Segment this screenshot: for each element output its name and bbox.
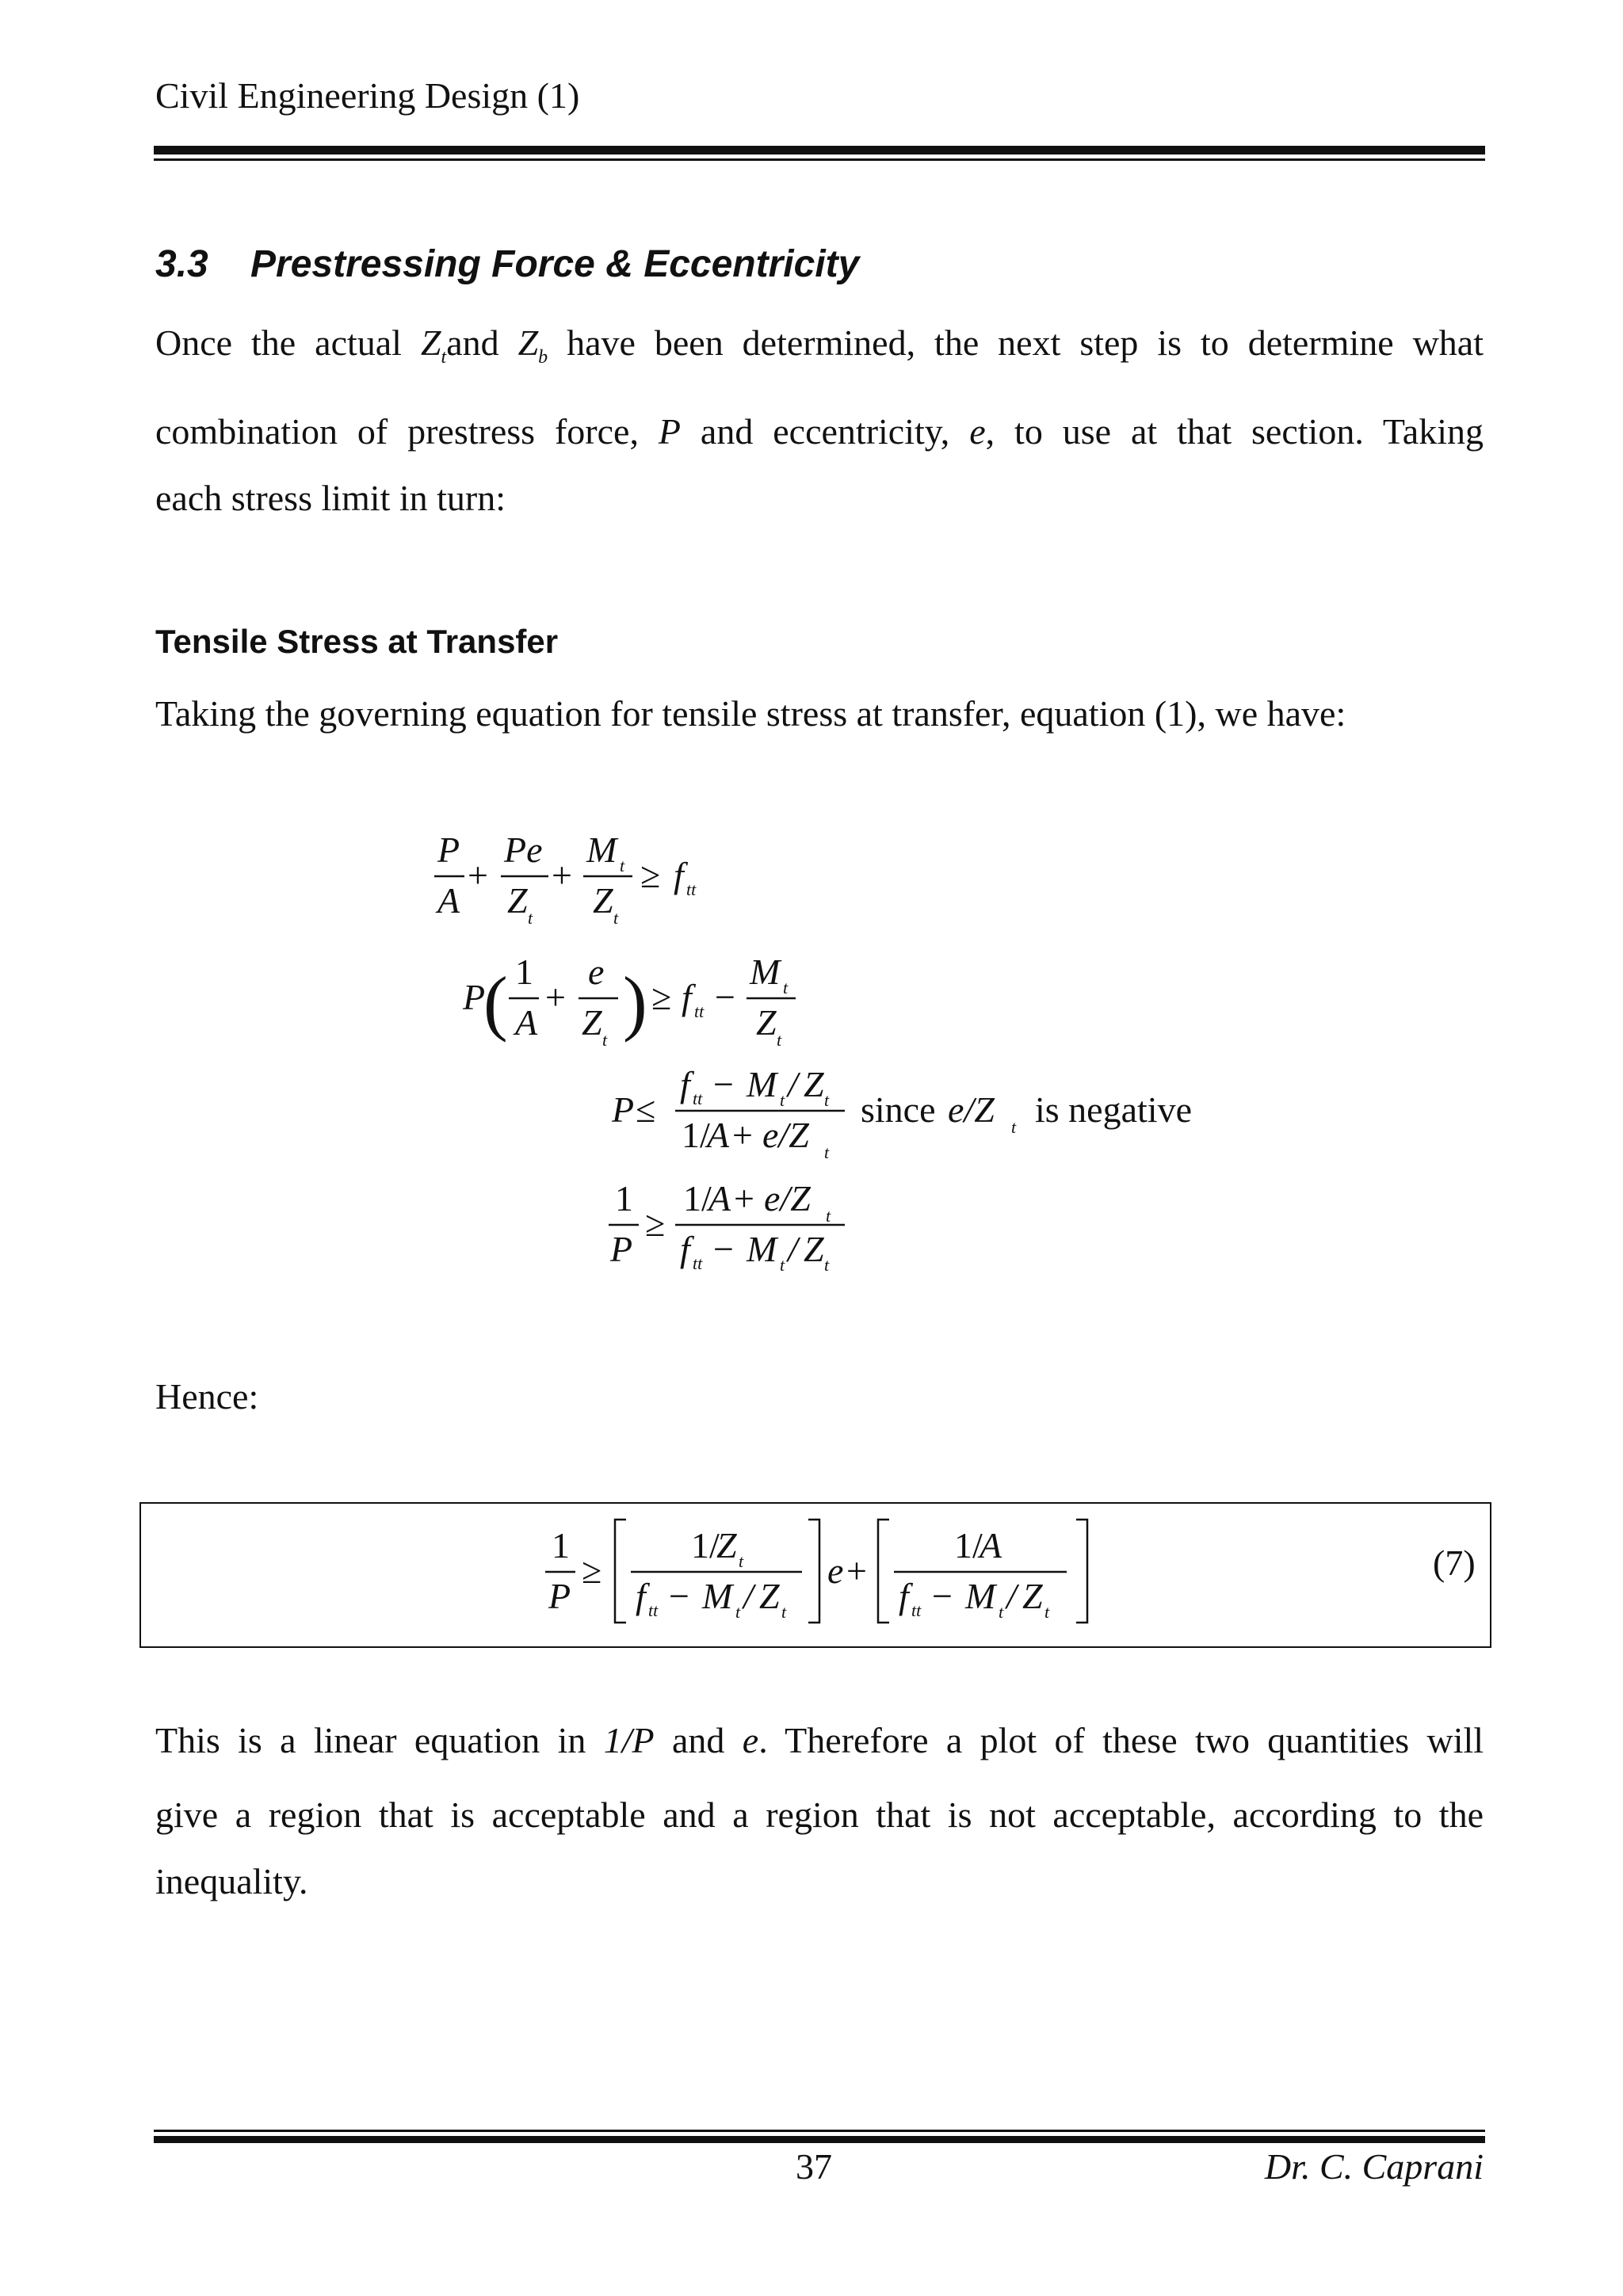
svg-text:Z: Z <box>507 880 528 921</box>
svg-text:t: t <box>528 908 533 928</box>
conclusion-line-3: inequality. <box>155 1861 308 1901</box>
svg-text:1/: 1/ <box>683 1178 712 1219</box>
svg-text:A: A <box>437 880 460 921</box>
svg-text:−: − <box>715 977 735 1017</box>
svg-text:Z: Z <box>804 1064 824 1104</box>
svg-text:tt: tt <box>911 1600 922 1620</box>
header-title: Civil Engineering Design (1) <box>155 75 580 116</box>
svg-text:t: t <box>735 1602 741 1622</box>
svg-text:Z: Z <box>1022 1576 1043 1616</box>
svg-text:t: t <box>1044 1602 1050 1622</box>
svg-text:): ) <box>623 962 647 1043</box>
svg-text:t: t <box>999 1602 1004 1622</box>
footer-rule-thick <box>154 2136 1485 2143</box>
svg-text:1/: 1/ <box>691 1525 720 1566</box>
svg-text:Z: Z <box>582 1002 602 1043</box>
derivation-equations <box>0 824 1623 1291</box>
svg-text:+: + <box>846 1550 867 1591</box>
derivation-step-1 <box>434 830 697 928</box>
svg-text:M: M <box>586 830 617 870</box>
svg-text:−: − <box>713 1229 734 1269</box>
svg-text:t: t <box>781 1602 787 1622</box>
derivation-step-2 <box>462 952 796 1050</box>
svg-text:t: t <box>780 1255 785 1275</box>
svg-text:1: 1 <box>552 1525 570 1566</box>
svg-text:t: t <box>824 1142 830 1162</box>
svg-text:≥: ≥ <box>640 855 661 895</box>
footer-author: Dr. C. Caprani <box>1264 2146 1484 2187</box>
equation-number: (7) <box>1433 1543 1476 1583</box>
svg-text:≥: ≥ <box>645 1203 666 1244</box>
header-rule-thin <box>154 158 1485 161</box>
intro-line-1: Once the actual $Z_tand$ $Z_b$ have been determined, the next step is to determine what <box>155 322 1484 368</box>
svg-text:tt: tt <box>693 1089 703 1108</box>
conclusion-line-1: This is a linear equation in 1/P and e. Therefore a plot of these two quantities will <box>155 1720 1484 1760</box>
svg-text:t: t <box>739 1551 744 1571</box>
svg-text:P: P <box>437 830 460 870</box>
svg-text:−: − <box>713 1064 734 1104</box>
svg-text:+: + <box>545 977 566 1017</box>
intro-paragraph <box>155 306 1484 536</box>
section-title: Prestressing Force & Eccentricity <box>250 243 860 285</box>
svg-text:P: P <box>612 1089 635 1130</box>
svg-text:tt: tt <box>694 1001 705 1021</box>
svg-text:e: e <box>827 1550 844 1591</box>
svg-text:Z: Z <box>716 1525 737 1566</box>
section-heading <box>155 242 859 286</box>
svg-text:M: M <box>702 1576 733 1616</box>
svg-text:t: t <box>613 908 619 928</box>
subsection-heading: Tensile Stress at Transfer <box>155 623 559 660</box>
svg-text:1/: 1/ <box>682 1115 710 1155</box>
svg-text:tt: tt <box>686 879 697 899</box>
svg-text:t: t <box>780 1090 785 1110</box>
svg-text:1/: 1/ <box>954 1525 983 1566</box>
svg-text:≥: ≥ <box>582 1550 602 1591</box>
svg-text:M: M <box>965 1576 996 1616</box>
svg-text:f: f <box>899 1576 909 1616</box>
svg-text:+: + <box>732 1115 753 1155</box>
svg-text:A: A <box>980 1525 1002 1566</box>
hence-text: Hence: <box>155 1376 259 1417</box>
svg-text:Pe: Pe <box>504 830 543 870</box>
svg-text:e/Z: e/Z <box>762 1115 809 1155</box>
svg-text:f: f <box>680 1229 690 1269</box>
svg-text:is negative: is negative <box>1035 1089 1192 1130</box>
conclusion-line-2: give a region that is acceptable and a region that is not acceptable, according to the <box>155 1794 1484 1835</box>
svg-text:1: 1 <box>515 952 533 992</box>
svg-text:/: / <box>1006 1576 1017 1616</box>
svg-text:−: − <box>669 1576 689 1616</box>
svg-text:/: / <box>788 1229 798 1269</box>
svg-text:e: e <box>588 952 605 992</box>
svg-text:+: + <box>468 855 488 895</box>
svg-text:≥: ≥ <box>651 977 672 1017</box>
svg-text:M: M <box>747 1064 777 1104</box>
svg-text:t: t <box>824 1255 830 1275</box>
page-number: 37 <box>796 2146 832 2187</box>
svg-text:f: f <box>636 1576 646 1616</box>
derivation-step-3 <box>611 1064 1192 1162</box>
svg-text:−: − <box>932 1576 953 1616</box>
svg-text:A: A <box>708 1178 731 1219</box>
svg-text:P: P <box>610 1229 633 1269</box>
svg-text:Z: Z <box>756 1002 777 1043</box>
svg-text:t: t <box>777 1030 782 1050</box>
svg-text:/: / <box>788 1064 798 1104</box>
svg-text:Z: Z <box>593 880 613 921</box>
svg-text:M: M <box>750 952 781 992</box>
svg-text:A: A <box>515 1002 538 1043</box>
boxed-equation <box>0 1505 1623 1648</box>
svg-text:P: P <box>463 977 486 1017</box>
intro-line-3: each stress limit in turn: <box>155 478 506 518</box>
svg-text:M: M <box>747 1229 777 1269</box>
svg-text:t: t <box>1011 1117 1017 1137</box>
svg-text:P: P <box>548 1576 571 1616</box>
svg-text:/: / <box>743 1576 754 1616</box>
svg-text:A: A <box>707 1115 730 1155</box>
svg-text:t: t <box>602 1030 608 1050</box>
svg-text:t: t <box>783 978 789 997</box>
svg-text:+: + <box>734 1178 754 1219</box>
svg-text:t: t <box>824 1090 830 1110</box>
svg-text:f: f <box>680 1064 690 1104</box>
derivation-step-4 <box>609 1178 845 1275</box>
svg-text:≤: ≤ <box>636 1089 656 1130</box>
svg-text:Z: Z <box>804 1229 824 1269</box>
footer-rule-thin <box>154 2130 1485 2132</box>
svg-text:e/Z: e/Z <box>948 1089 995 1130</box>
svg-text:1: 1 <box>615 1178 633 1219</box>
svg-text:Z: Z <box>759 1576 780 1616</box>
svg-text:+: + <box>552 855 572 895</box>
svg-text:tt: tt <box>693 1253 703 1273</box>
section-number: 3.3 <box>155 243 208 285</box>
intro-line-2: combination of prestress force, P and eccentricity, e, to use at that section. Taking <box>155 411 1484 452</box>
svg-text:f: f <box>674 855 684 895</box>
svg-text:since: since <box>861 1089 936 1130</box>
svg-text:f: f <box>682 977 692 1017</box>
conclusion-paragraph <box>155 1703 1484 1919</box>
svg-text:t: t <box>620 856 625 875</box>
lead-text: Taking the governing equation for tensile stress at transfer, equation (1), we have: <box>155 693 1346 734</box>
svg-text:tt: tt <box>648 1600 659 1620</box>
svg-text:t: t <box>826 1206 831 1226</box>
header-rule-thick <box>154 146 1485 154</box>
svg-text:e/Z: e/Z <box>764 1178 811 1219</box>
svg-text:(: ( <box>483 962 508 1043</box>
